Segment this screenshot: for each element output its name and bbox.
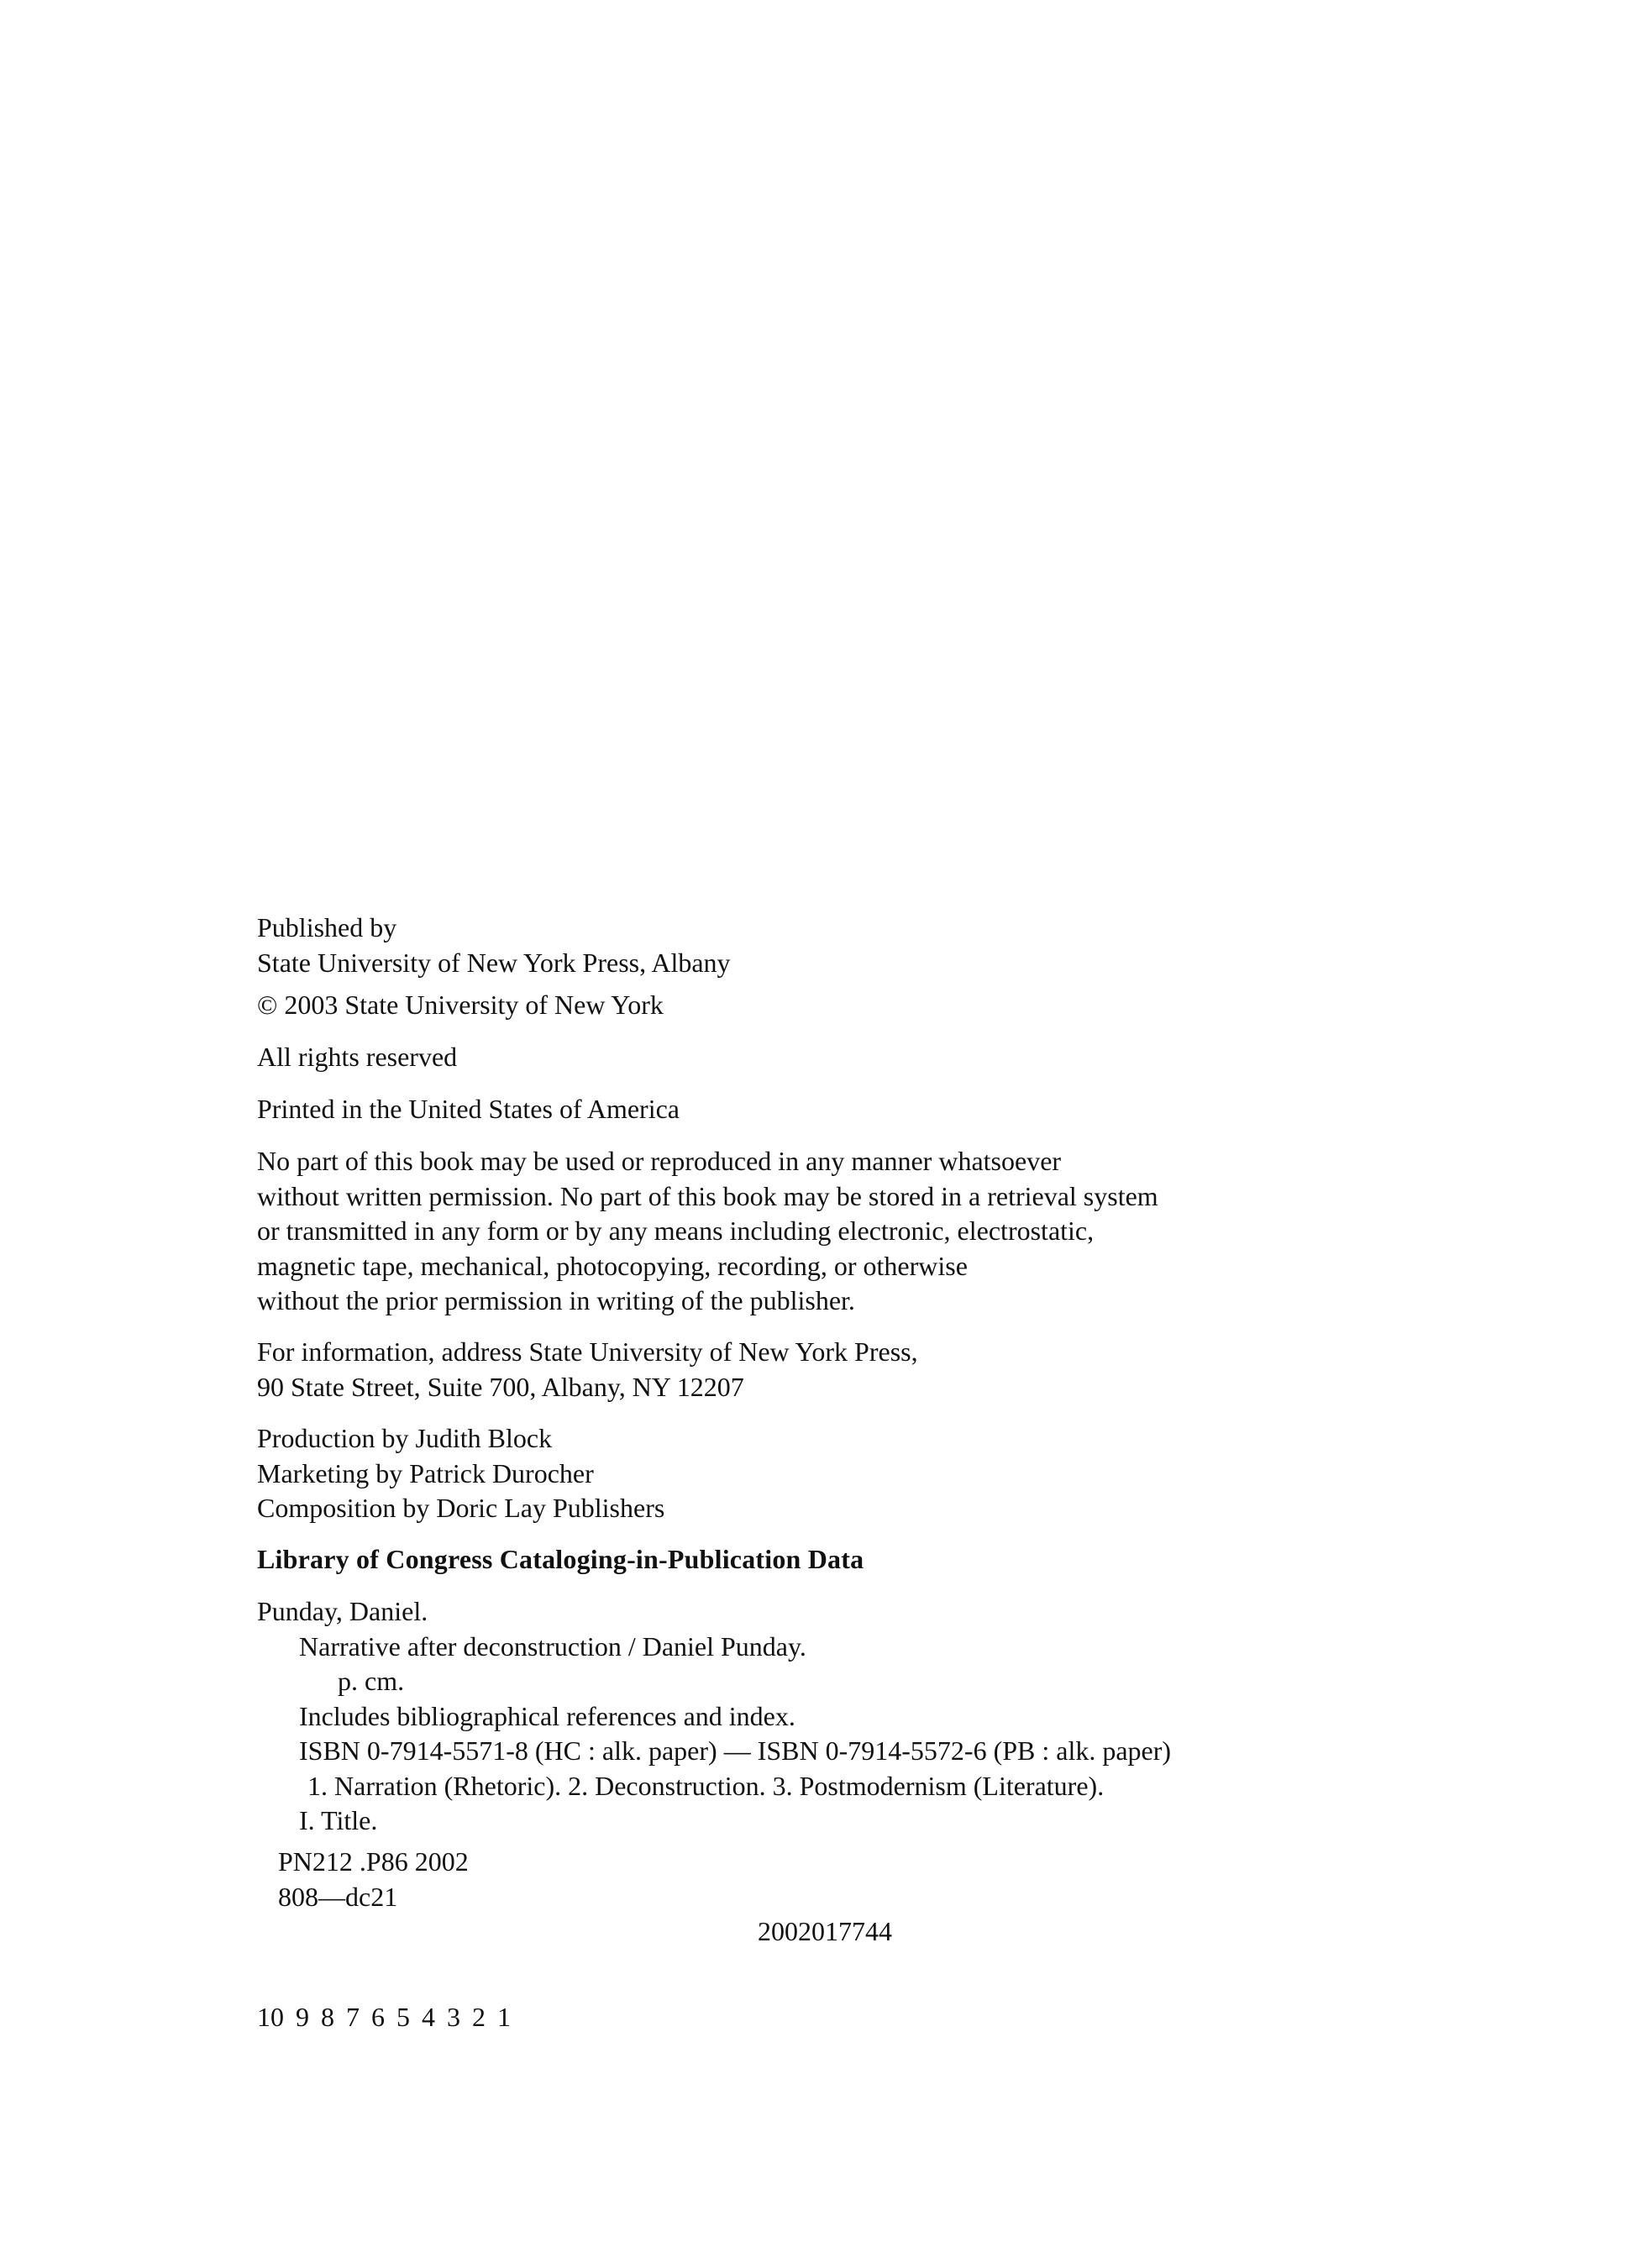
cip-title-entry: I. Title.: [299, 1805, 378, 1835]
cip-dewey-number: 808—dc21: [278, 1881, 398, 1912]
cip-classification: [257, 1845, 1349, 1914]
copyright-notice: [257, 988, 1349, 1023]
information-line: For information, address State University of New York Press,: [257, 1336, 918, 1367]
credit-line: Composition by Doric Lay Publishers: [257, 1493, 665, 1523]
printed-line: Printed in the United States of America: [257, 1094, 680, 1124]
permissions-line: No part of this book may be used or reproduced in any manner whatsoever: [257, 1146, 1062, 1176]
copyright-line: © 2003 State University of New York: [257, 990, 664, 1020]
information-paragraph: [257, 1335, 1349, 1404]
publisher-name: State University of New York Press, Albany: [257, 947, 731, 978]
credit-line: Production by Judith Block: [257, 1423, 553, 1453]
cip-notes: Includes bibliographical references and index.: [299, 1700, 795, 1731]
cip-heading: [257, 1542, 1349, 1578]
cip-title-line: Narrative after deconstruction / Daniel Punday.: [299, 1630, 806, 1662]
permissions-paragraph: [257, 1144, 1349, 1319]
cip-pagination: p. cm.: [338, 1666, 405, 1696]
print-run-line: 10 9 8 7 6 5 4 3 2 1: [257, 2002, 511, 2032]
rights-line: All rights reserved: [257, 1042, 458, 1072]
cip-isbn: ISBN 0-7914-5571-8 (HC : alk. paper) — ISBN 0-7914-5572-6 (PB : alk. paper): [299, 1735, 1172, 1766]
credits-paragraph: [257, 1421, 1349, 1526]
cip-record: [257, 1594, 1349, 1839]
cip-heading-text: Library of Congress Cataloging-in-Publication Data: [257, 1544, 864, 1574]
permissions-line: without the prior permission in writing of the publisher.: [257, 1285, 855, 1315]
cip-subjects: 1. Narration (Rhetoric). 2. Deconstruction. 3. Postmodernism (Literature).: [307, 1770, 1105, 1801]
permissions-line: magnetic tape, mechanical, photocopying, recording, or otherwise: [257, 1250, 968, 1281]
cip-lccn: 2002017744: [758, 1916, 892, 1946]
printed-notice: [257, 1092, 1349, 1127]
published-by-label: Published by: [257, 912, 397, 942]
cip-author: Punday, Daniel.: [257, 1596, 428, 1626]
information-line: 90 State Street, Suite 700, Albany, NY 12207: [257, 1371, 744, 1402]
publisher-block: [257, 911, 1349, 980]
rights-notice: [257, 1040, 1349, 1075]
credit-line: Marketing by Patrick Durocher: [257, 1457, 594, 1488]
permissions-line: or transmitted in any form or by any means including electronic, electrostatic,: [257, 1215, 1095, 1246]
cip-class-number: PN212 .P86 2002: [278, 1846, 469, 1877]
permissions-line: without written permission. No part of this book may be stored in a retrieval system: [257, 1180, 1158, 1211]
